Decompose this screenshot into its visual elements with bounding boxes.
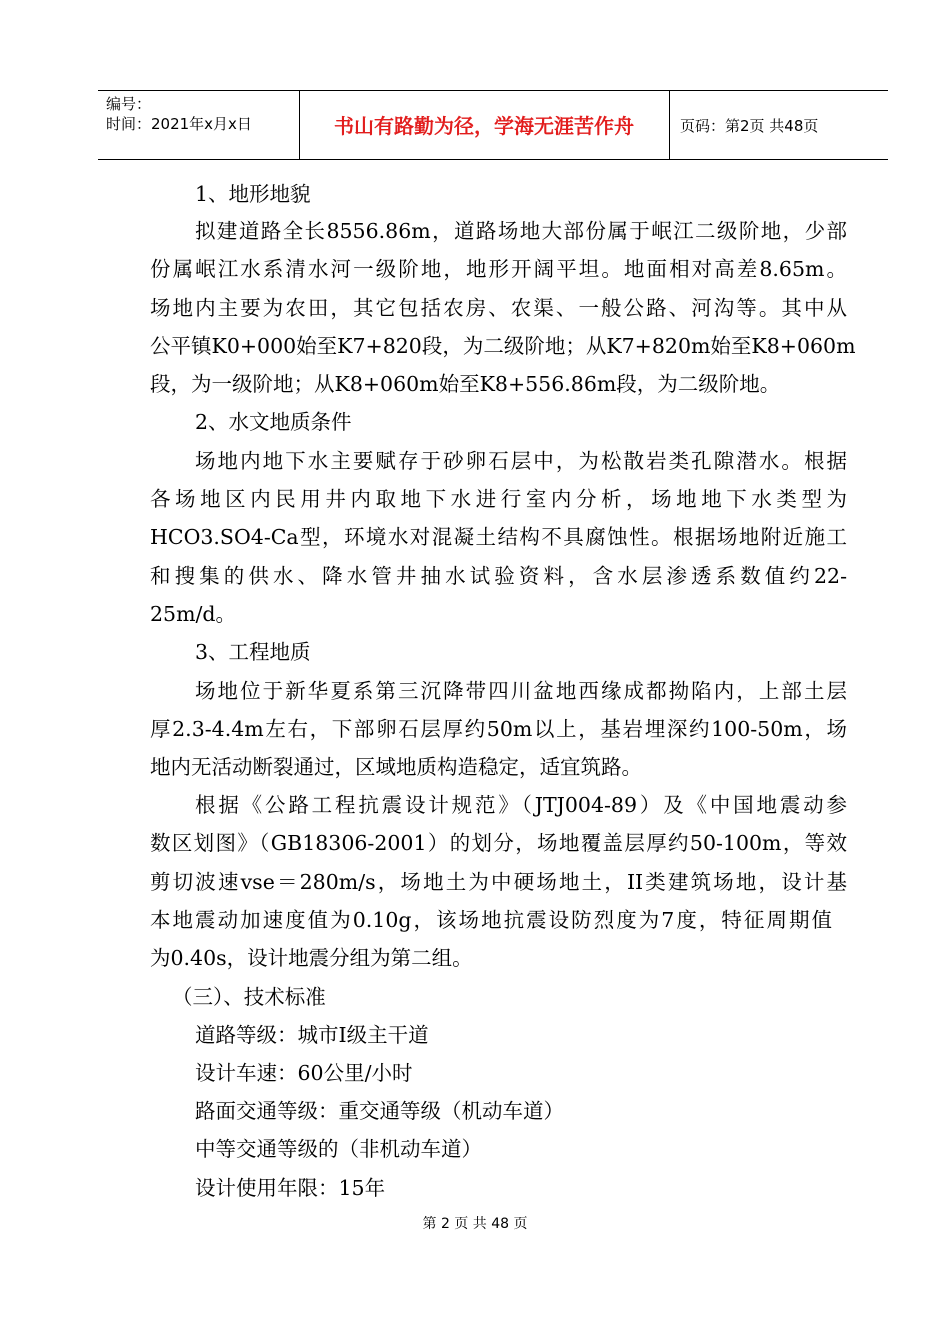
standard-item: 中等交通等级的（非机动车道） [195, 1137, 482, 1161]
paragraph-line: 厚2.3-4.4m左右，下部卵石层厚约50m以上，基岩埋深约100-50m，场 [150, 717, 847, 741]
header-motto: 书山有路勤为径，学海无涯苦作舟 [334, 114, 634, 138]
paragraph-line: 25m/d。 [150, 602, 237, 626]
paragraph-line: 份属岷江水系清水河一级阶地，地形开阔平坦。地面相对高差8.65m。 [150, 257, 847, 281]
paragraph-line: 场地内主要为农田，其它包括农房、农渠、一般公路、河沟等。其中从 [150, 296, 847, 320]
page-header [98, 90, 888, 160]
paragraph-line: 根据《公路工程抗震设计规范》（JTJ004-89）及《中国地震动参 [195, 793, 847, 817]
paragraph-line: 为0.40s，设计地震分组为第二组。 [150, 946, 473, 970]
standard-item: 路面交通等级：重交通等级（机动车道） [195, 1099, 564, 1123]
standard-item: 道路等级：城市Ⅰ级主干道 [195, 1023, 429, 1047]
paragraph-line: 地内无活动断裂通过，区域地质构造稳定，适宜筑路。 [150, 755, 642, 779]
heading-engineering-geology: 3、工程地质 [195, 640, 311, 664]
standard-item: 设计车速：60公里/小时 [195, 1061, 413, 1085]
standard-item: 设计使用年限：15年 [195, 1176, 386, 1200]
document-number-label: 编号： [106, 95, 152, 113]
header-middle-cell [299, 91, 670, 159]
paragraph-line: 段，为一级阶地；从K8+060m始至K8+556.86m段，为二级阶地。 [150, 372, 781, 396]
heading-hydrogeology: 2、水文地质条件 [195, 410, 352, 434]
paragraph-line: 场地位于新华夏系第三沉降带四川盆地西缘成都拗陷内，上部土层 [195, 679, 847, 703]
header-page-info: 页码：第2页 共48页 [680, 117, 819, 135]
page-footer: 第 2 页 共 48 页 [422, 1216, 528, 1232]
paragraph-line: 场地内地下水主要赋存于砂卵石层中，为松散岩类孔隙潜水。根据 [195, 449, 847, 473]
header-right-cell [670, 91, 888, 159]
paragraph-line: 剪切波速vse＝280m/s，场地土为中硬场地土，II类建筑场地，设计基 [150, 870, 847, 894]
heading-terrain: 1、地形地貌 [195, 182, 311, 206]
paragraph-line: 拟建道路全长8556.86m，道路场地大部份属于岷江二级阶地，少部 [195, 219, 847, 243]
header-left-cell [98, 91, 300, 159]
paragraph-line: 公平镇K0+000始至K7+820段，为二级阶地；从K7+820m始至K8+060m [150, 334, 856, 358]
heading-technical-standards: （三）、技术标准 [172, 985, 326, 1009]
document-time-label: 时间：2021年x月x日 [106, 115, 252, 133]
paragraph-line: HCO3.SO4-Ca型，环境水对混凝土结构不具腐蚀性。根据场地附近施工 [150, 525, 847, 549]
paragraph-line: 各场地区内民用井内取地下水进行室内分析，场地地下水类型为 [150, 487, 847, 511]
paragraph-line: 本地震动加速度值为0.10g，该场地抗震设防烈度为7度，特征周期值 [150, 908, 832, 932]
paragraph-line: 和搜集的供水、降水管井抽水试验资料，含水层渗透系数值约22- [150, 564, 847, 588]
paragraph-line: 数区划图》（GB18306-2001）的划分，场地覆盖层厚约50-100m，等效 [150, 831, 847, 855]
